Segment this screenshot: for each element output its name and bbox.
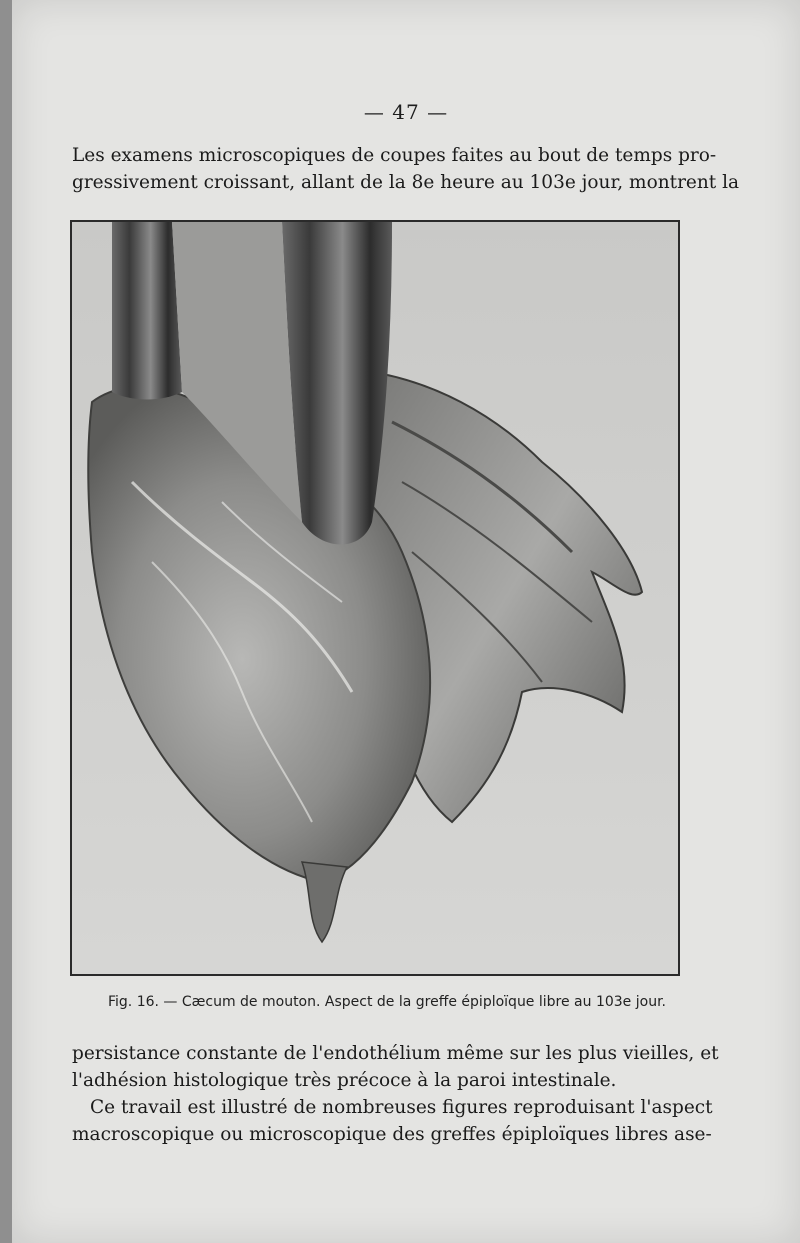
- text-line: gressivement croissant, allant de la 8e heure au 103e jour, montrent la: [72, 172, 740, 193]
- page-number: — 47 —: [363, 100, 449, 124]
- figure-caption: Fig. 16. — Cæcum de mouton. Aspect de la greffe épiploïque libre au 103e jour.: [107, 994, 666, 1010]
- text-line: macroscopique ou microscopique des greffes épiploïques libres ase-: [72, 1124, 712, 1145]
- text-line: persistance constante de l'endothélium même sur les plus vieilles, et: [72, 1043, 719, 1064]
- text-line: Les examens microscopiques de coupes faites au bout de temps pro-: [72, 145, 717, 166]
- book-page: [12, 0, 800, 1243]
- bottom-paragraph: [72, 1040, 719, 1148]
- text-line: l'adhésion histologique très précoce à la paroi intestinale.: [72, 1070, 617, 1091]
- top-paragraph: [72, 142, 740, 196]
- figure-illustration: [70, 220, 680, 976]
- caecum-drawing: [72, 222, 678, 974]
- text-line: Ce travail est illustré de nombreuses figures reproduisant l'aspect: [90, 1097, 713, 1118]
